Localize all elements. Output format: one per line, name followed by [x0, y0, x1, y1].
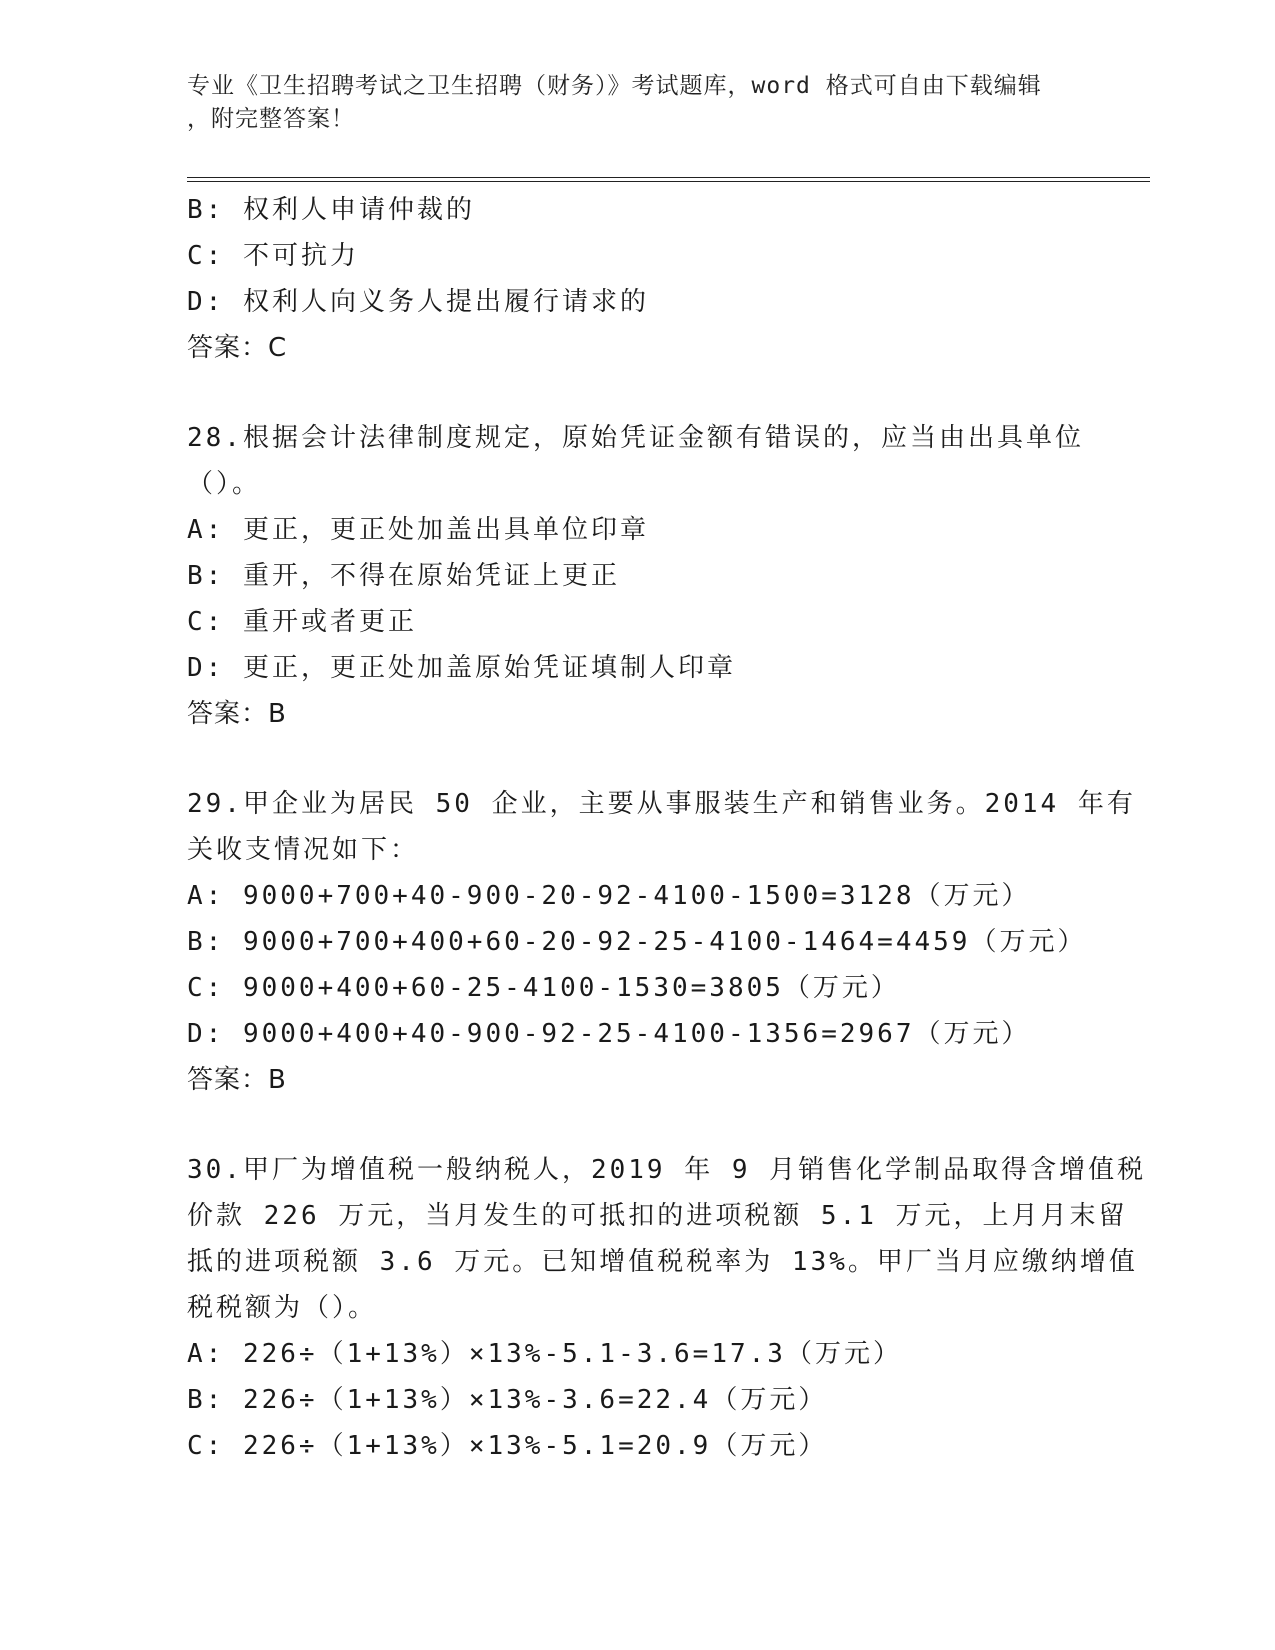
- option-d: D: 更正，更正处加盖原始凭证填制人印章: [187, 653, 736, 683]
- spacer: [187, 371, 1087, 415]
- question-stem-cont: 抵的进项税额 3.6 万元。已知增值税税率为 13%。甲厂当月应缴纳增值: [187, 1247, 1138, 1277]
- question-stem: 29.甲企业为居民 50 企业，主要从事服装生产和销售业务。2014 年有: [187, 789, 1136, 819]
- question-stem-cont: （）。: [187, 469, 262, 499]
- option-d: D: 权利人向义务人提出履行请求的: [187, 287, 649, 317]
- option-b: B: 权利人申请仲裁的: [187, 195, 475, 225]
- option-c: C: 不可抗力: [187, 241, 359, 271]
- question-list: [187, 187, 1147, 1469]
- question-28: [187, 415, 1087, 737]
- question-stem-cont: 税税额为（）。: [187, 1293, 378, 1323]
- option-b: B: 重开，不得在原始凭证上更正: [187, 561, 620, 591]
- option-a: A: 更正，更正处加盖出具单位印章: [187, 515, 649, 545]
- header-line-1: 专业《卫生招聘考试之卫生招聘（财务）》考试题库，word 格式可自由下载编辑: [187, 73, 1042, 99]
- document-header: [187, 70, 1067, 136]
- option-c: C: 226÷（1+13%）×13%-5.1=20.9（万元）: [187, 1431, 828, 1461]
- option-a: A: 9000+700+40-900-20-92-4100-1500=3128（万元）: [187, 881, 1031, 911]
- answer: 答案：B: [187, 699, 287, 729]
- question-29: [187, 781, 1136, 1103]
- option-b: B: 226÷（1+13%）×13%-3.6=22.4（万元）: [187, 1385, 828, 1415]
- spacer: [187, 1103, 1087, 1147]
- answer: 答案：B: [187, 1065, 287, 1095]
- header-line-2: ，附完整答案！: [187, 106, 355, 132]
- question-27-tail: [187, 187, 1087, 371]
- option-b: B: 9000+700+400+60-20-92-25-4100-1464=4459（万元）: [187, 927, 1087, 957]
- option-c: C: 9000+400+60-25-4100-1530=3805（万元）: [187, 973, 900, 1003]
- header-divider: [187, 177, 1150, 182]
- option-d: D: 9000+400+40-900-92-25-4100-1356=2967（万元）: [187, 1019, 1031, 1049]
- option-a: A: 226÷（1+13%）×13%-5.1-3.6=17.3（万元）: [187, 1339, 902, 1369]
- question-stem: 30.甲厂为增值税一般纳税人，2019 年 9 月销售化学制品取得含增值税: [187, 1155, 1147, 1185]
- answer: 答案：C: [187, 333, 288, 363]
- spacer: [187, 737, 1087, 781]
- question-30: [187, 1147, 1147, 1469]
- question-stem-cont: 关收支情况如下：: [187, 835, 420, 865]
- option-c: C: 重开或者更正: [187, 607, 417, 637]
- question-stem-cont: 价款 226 万元，当月发生的可抵扣的进项税额 5.1 万元，上月月末留: [187, 1201, 1128, 1231]
- question-stem: 28.根据会计法律制度规定，原始凭证金额有错误的，应当由出具单位: [187, 423, 1084, 453]
